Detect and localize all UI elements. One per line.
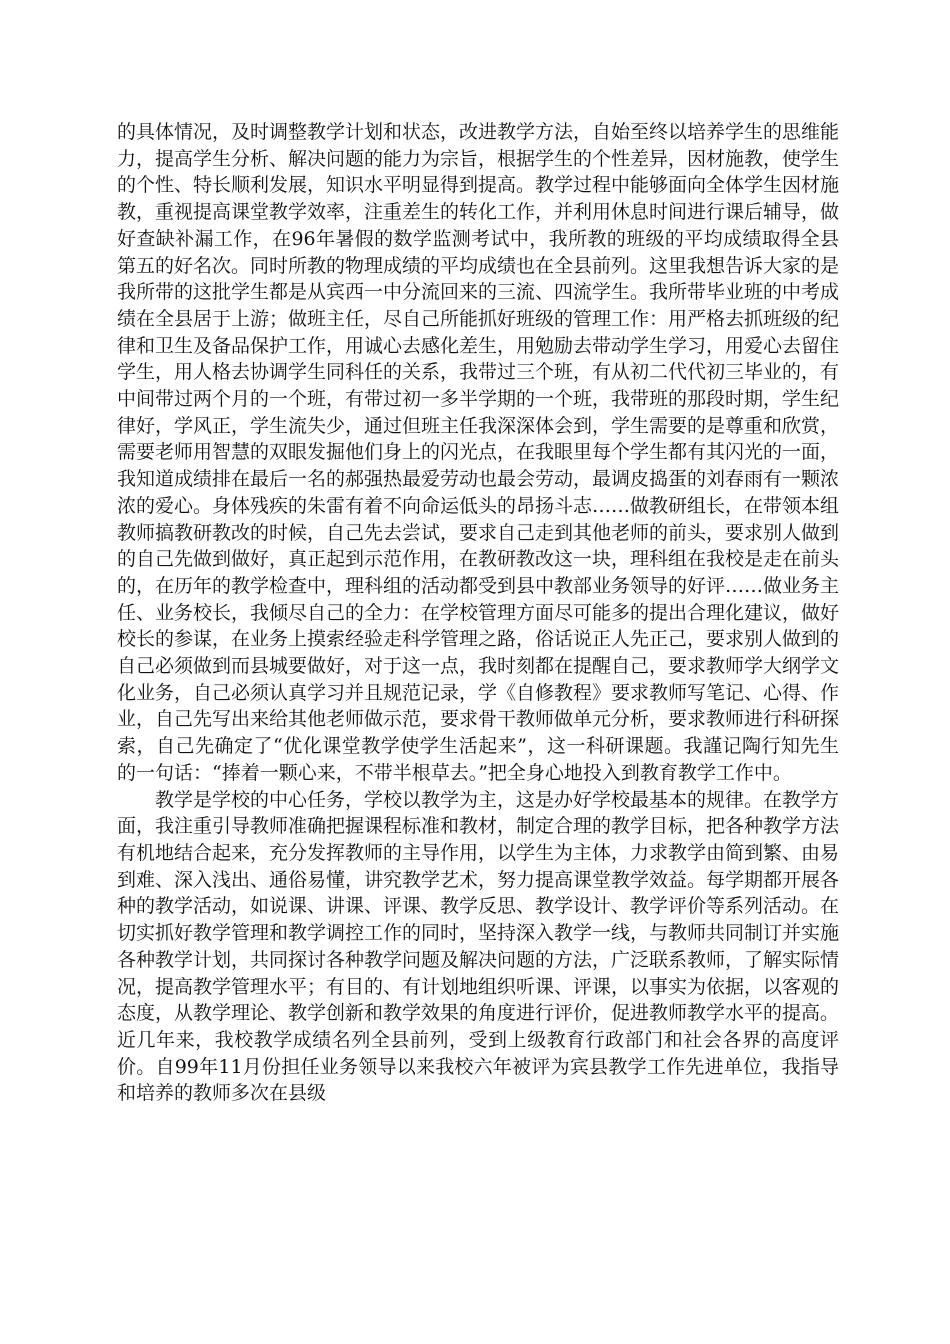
document-body — [117, 119, 839, 1107]
paragraph-2: 教学是学校的中心任务，学校以教学为主，这是办好学校最基本的规律。在教学方面，我注重引导教师准确把握课程标准和教材，制定合理的教学目标，把各种教学方法有机地结合起来，充分发挥教师的主导作用，以学生为主体，力求教学由简到繁、由易到难、深入浅出、通俗易懂，讲究教学艺术，努力提高课堂教学效益。每学期都开展各种的教学活动，如说课、讲课、评课、教学反思、教学设计、教学评价等系列活动。在切实抓好教学管理和教学调控工作的同时，坚持深入教学一线，与教师共同制订并实施各种教学计划，共同探讨各种教学问题及解决问题的方法，广泛联系教师，了解实际情况，提高教学管理水平；有目的、有计划地组织听课、评课，以事实为依据，以客观的态度，从教学理论、教学创新和教学效果的角度进行评价，促进教师教学水平的提高。近几年来，我校教学成绩名列全县前列，受到上级教育行政部门和社会各界的高度评价。自99年11月份担任业务领导以来我校六年被评为宾县教学工作先进单位，我指导和培养的教师多次在县级 — [117, 788, 840, 1105]
paragraph-1: 的具体情况，及时调整教学计划和状态，改进教学方法，自始至终以培养学生的思维能力，提高学生分析、解决问题的能力为宗旨，根据学生的个性差异，因材施教，使学生的个性、特长顺利发展，知识水平明显得到提高。教学过程中能够面向全体学生因材施教，重视提高课堂教学效率，注重差生的转化工作，并利用休息时间进行课后辅导，做好查缺补漏工作，在96年暑假的数学监测考试中，我所教的班级的平均成绩取得全县第五的好名次。同时所教的物理成绩的平均成绩也在全县前列。这里我想告诉大家的是我所带的这批学生都是从宾西一中分流回来的三流、四流学生。我所带毕业班的中考成绩在全县居于上游；做班主任，尽自己所能抓好班级的管理工作：用严格去抓班级的纪律和卫生及备品保护工作，用诚心去感化差生，用勉励去带动学生学习，用爱心去留住学生，用人格去协调学生同科任的关系，我带过三个班，有从初二代代初三毕业的，有中间带过两个月的一个班，有带过初一多半学期的一个班，我带班的那段时期，学生纪律好，学风正，学生流失少，通过但班主任我深深体会到，学生需要的是尊重和欣赏，需要老师用智慧的双眼发掘他们身上的闪光点，在我眼里每个学生都有其闪光的一面，我知道成绩排在最后一名的郝强热最爱劳动也最会劳动，最调皮捣蛋的刘春雨有一颗浓浓的爱心。身体残疾的朱雷有着不向命运低头的昂扬斗志……做教研组长，在带领本组教师搞教研教改的时候，自己先去尝试，要求自己走到其他老师的前头，要求别人做到的自己先做到做好，真正起到示范作用，在教研教改这一块，理科组在我校是走在前头的，在历年的教学检查中，理科组的活动都受到县中教部业务领导的好评……做业务主任、业务校长，我倾尽自己的全力：在学校管理方面尽可能多的提出合理化建议，做好校长的参谋，在业务上摸索经验走科学管理之路，俗话说正人先正己，要求别人做到的自己必须做到而县城要做好，对于这一点，我时刻都在提醒自己，要求教师学大纲学文化业务，自己必须认真学习并且规范记录，学《自修教程》要求教师写笔记、心得、作业，自己先写出来给其他老师做示范，要求骨干教师做单元分析，要求教师进行科研探索，自己先确定了“优化课堂教学使学生活起来”，这一科研课题。我謹记陶行知先生的一句话：“捧着一颗心来，不带半根草去。”把全身心地投入到教育教学工作中。 — [117, 121, 840, 784]
